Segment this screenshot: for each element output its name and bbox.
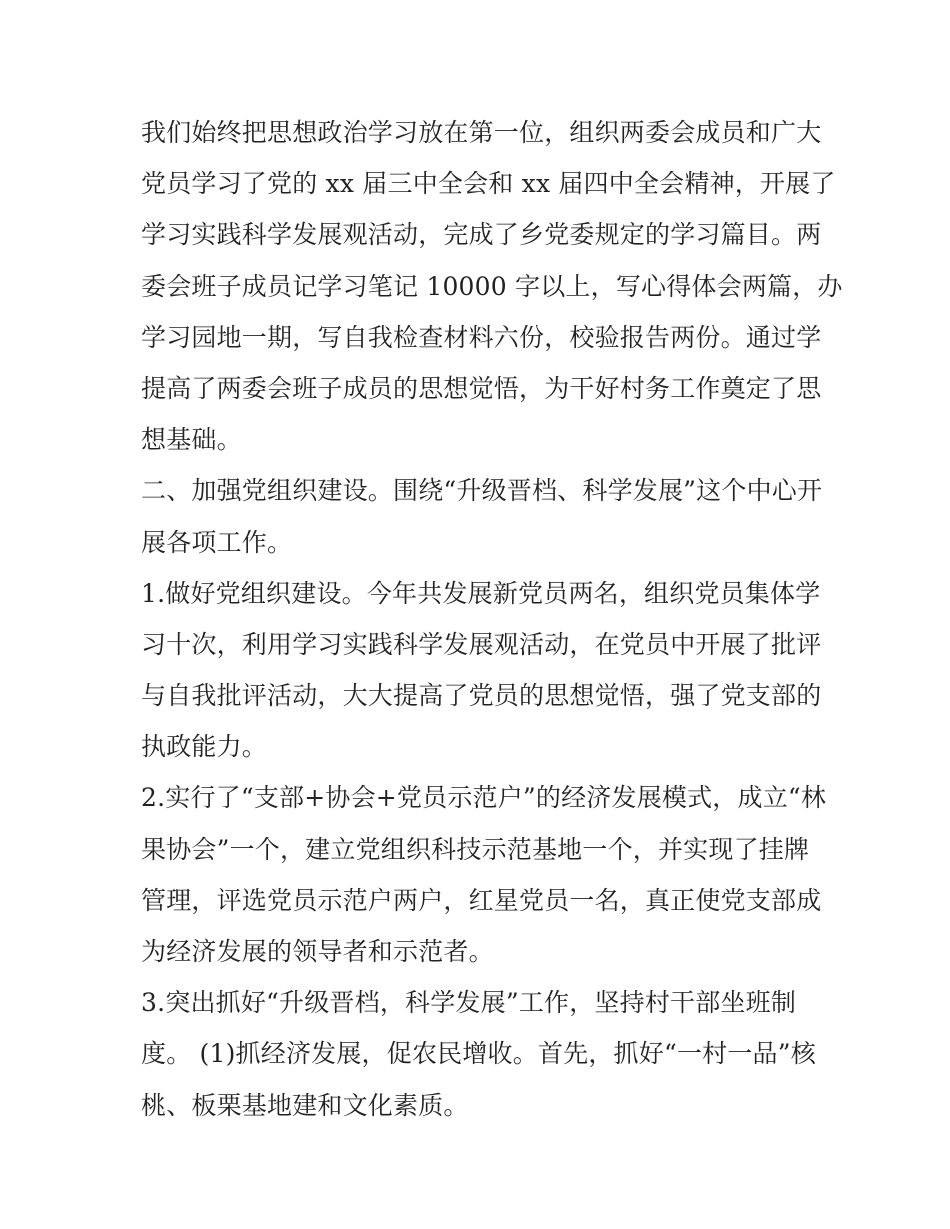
text-line: 提高了两委会班子成员的思想觉悟，为干好村务工作奠定了思 [141,373,822,403]
text-line: 学习实践科学发展观活动，完成了乡党委规定的学习篇目。两 [141,220,822,250]
list-item-line: 2.实行了“支部+协会+党员示范户”的经济发展模式，成立“林 [141,783,827,813]
document-body [141,107,841,1131]
text-line: 学习园地一期，写自我检查材料六份，校验报告两份。通过学 [141,322,822,352]
list-item-line: 为经济发展的领导者和示范者。 [141,937,494,966]
section-heading-line: 二、加强党组织建设。围绕“升级晋档、科学发展”这个中心开 [141,476,823,506]
text-line: 党员学习了党的 xx 届三中全会和 xx 届四中全会精神，开展了 [141,169,836,199]
list-item-line: 1.做好党组织建设。今年共发展新党员两名，组织党员集体学 [141,578,821,608]
list-item-line: 果协会”一个，建立党组织科技示范基地一个，并实现了挂牌 [141,834,810,864]
list-item-line: 管理，评选党员示范户两户，红星党员一名，真正使党支部成 [141,885,822,915]
list-item-line: 执政能力。 [141,732,268,762]
text-line: 想基础。 [141,425,242,455]
list-item-line: 3.突出抓好“升级晋档，科学发展”工作，坚持村干部坐班制 [141,988,797,1018]
list-item-line: 度。 (1)抓经济发展，促农民增收。首先，抓好“一村一品”核 [141,1039,816,1069]
text-line: 我们始终把思想政治学习放在第一位，组织两委会成员和广大 [141,118,822,147]
list-item-line: 习十次，利用学习实践科学发展观活动，在党员中开展了批评 [141,629,822,659]
list-item-line: 桃、板栗基地建和文化素质。 [141,1090,469,1120]
list-item-line: 与自我批评活动，大大提高了党员的思想觉悟，强了党支部的 [141,681,822,711]
text-line: 委会班子成员记学习笔记 10000 字以上，写心得体会两篇，办 [141,271,843,301]
section-heading-line: 展各项工作。 [141,527,293,557]
